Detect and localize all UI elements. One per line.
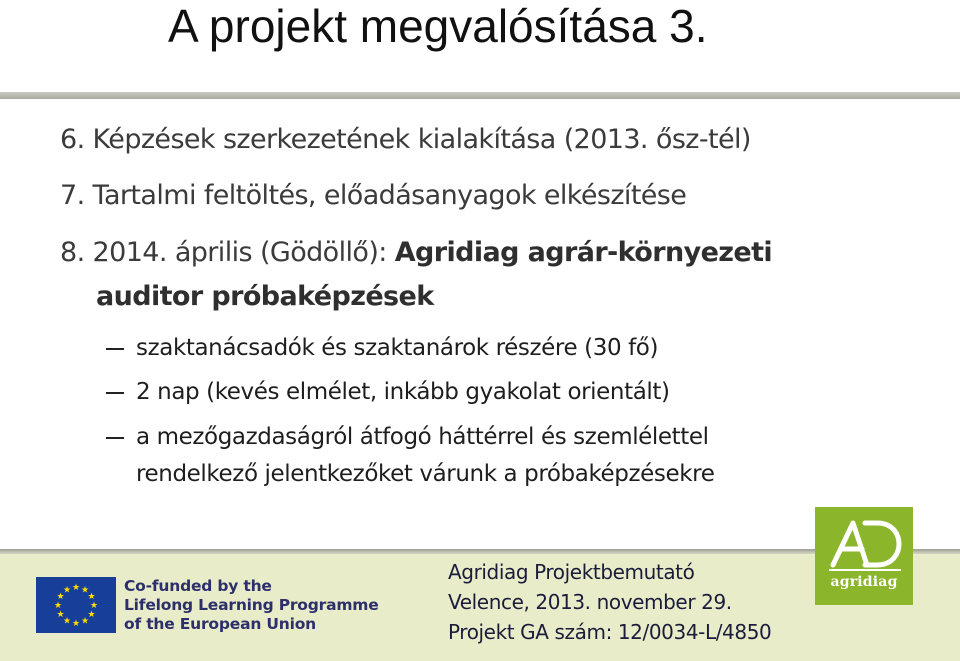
item-text: Tartalmi feltöltés, előadásanyagok elkészítése bbox=[92, 180, 687, 211]
svg-text:★: ★ bbox=[87, 592, 96, 602]
list-item-7 bbox=[60, 180, 686, 212]
sub-item-text: szaktanácsadók és szaktanárok részére (30 fő) bbox=[136, 335, 659, 361]
dash-bullet bbox=[106, 348, 124, 350]
svg-text:★: ★ bbox=[62, 585, 72, 596]
item-number: 6. bbox=[60, 124, 85, 155]
svg-text:★: ★ bbox=[56, 610, 65, 620]
eu-flag-icon bbox=[36, 577, 116, 633]
eu-stars-icon bbox=[36, 577, 116, 633]
ad-monogram-icon bbox=[815, 507, 913, 605]
svg-text:★: ★ bbox=[71, 583, 81, 593]
svg-text:★: ★ bbox=[56, 592, 65, 602]
list-item-6 bbox=[60, 124, 751, 156]
list-item-8-continuation: auditor próbaképzések bbox=[96, 281, 434, 312]
svg-text:★: ★ bbox=[80, 585, 90, 596]
project-line: Projekt GA szám: 12/0034-L/4850 bbox=[448, 620, 772, 644]
title-divider bbox=[0, 92, 960, 99]
svg-text:★: ★ bbox=[89, 601, 99, 611]
svg-text:★: ★ bbox=[53, 601, 63, 611]
item-number: 7. bbox=[60, 180, 85, 211]
eu-line: Lifelong Learning Programme bbox=[124, 596, 379, 614]
project-info bbox=[448, 557, 771, 647]
item-number: 8. bbox=[60, 237, 85, 268]
item-text: Képzések szerkezetének kialakítása (2013. ősz-tél) bbox=[92, 124, 751, 155]
sub-item-text: 2 nap (kevés elmélet, inkább gyakolat orientált) bbox=[136, 379, 670, 405]
item-text: 2014. április (Gödöllő): bbox=[92, 237, 395, 268]
eu-cofunded-text bbox=[124, 577, 379, 634]
logo-wordmark: agridiag bbox=[830, 574, 898, 590]
sub-item-continuation: rendelkező jelentkezőket várunk a próbaképzésekre bbox=[136, 461, 715, 487]
svg-text:★: ★ bbox=[80, 616, 90, 627]
item-bold-text: Agridiag agrár-környezeti bbox=[394, 237, 773, 268]
eu-line: of the European Union bbox=[124, 615, 316, 633]
slide-title: A projekt megvalósítása 3. bbox=[168, 0, 708, 52]
sub-item-text: a mezőgazdaságról átfogó háttérrel és szemlélettel bbox=[136, 424, 709, 450]
dash-bullet bbox=[106, 392, 124, 394]
dash-bullet bbox=[106, 437, 124, 439]
project-line: Velence, 2013. november 29. bbox=[448, 590, 732, 614]
svg-text:★: ★ bbox=[87, 610, 96, 620]
agridiag-logo bbox=[815, 507, 913, 605]
eu-line: Co-funded by the bbox=[124, 577, 272, 595]
svg-text:★: ★ bbox=[62, 616, 72, 627]
project-line: Agridiag Projektbemutató bbox=[448, 560, 695, 584]
list-item-8 bbox=[60, 237, 772, 269]
svg-text:★: ★ bbox=[71, 619, 81, 629]
